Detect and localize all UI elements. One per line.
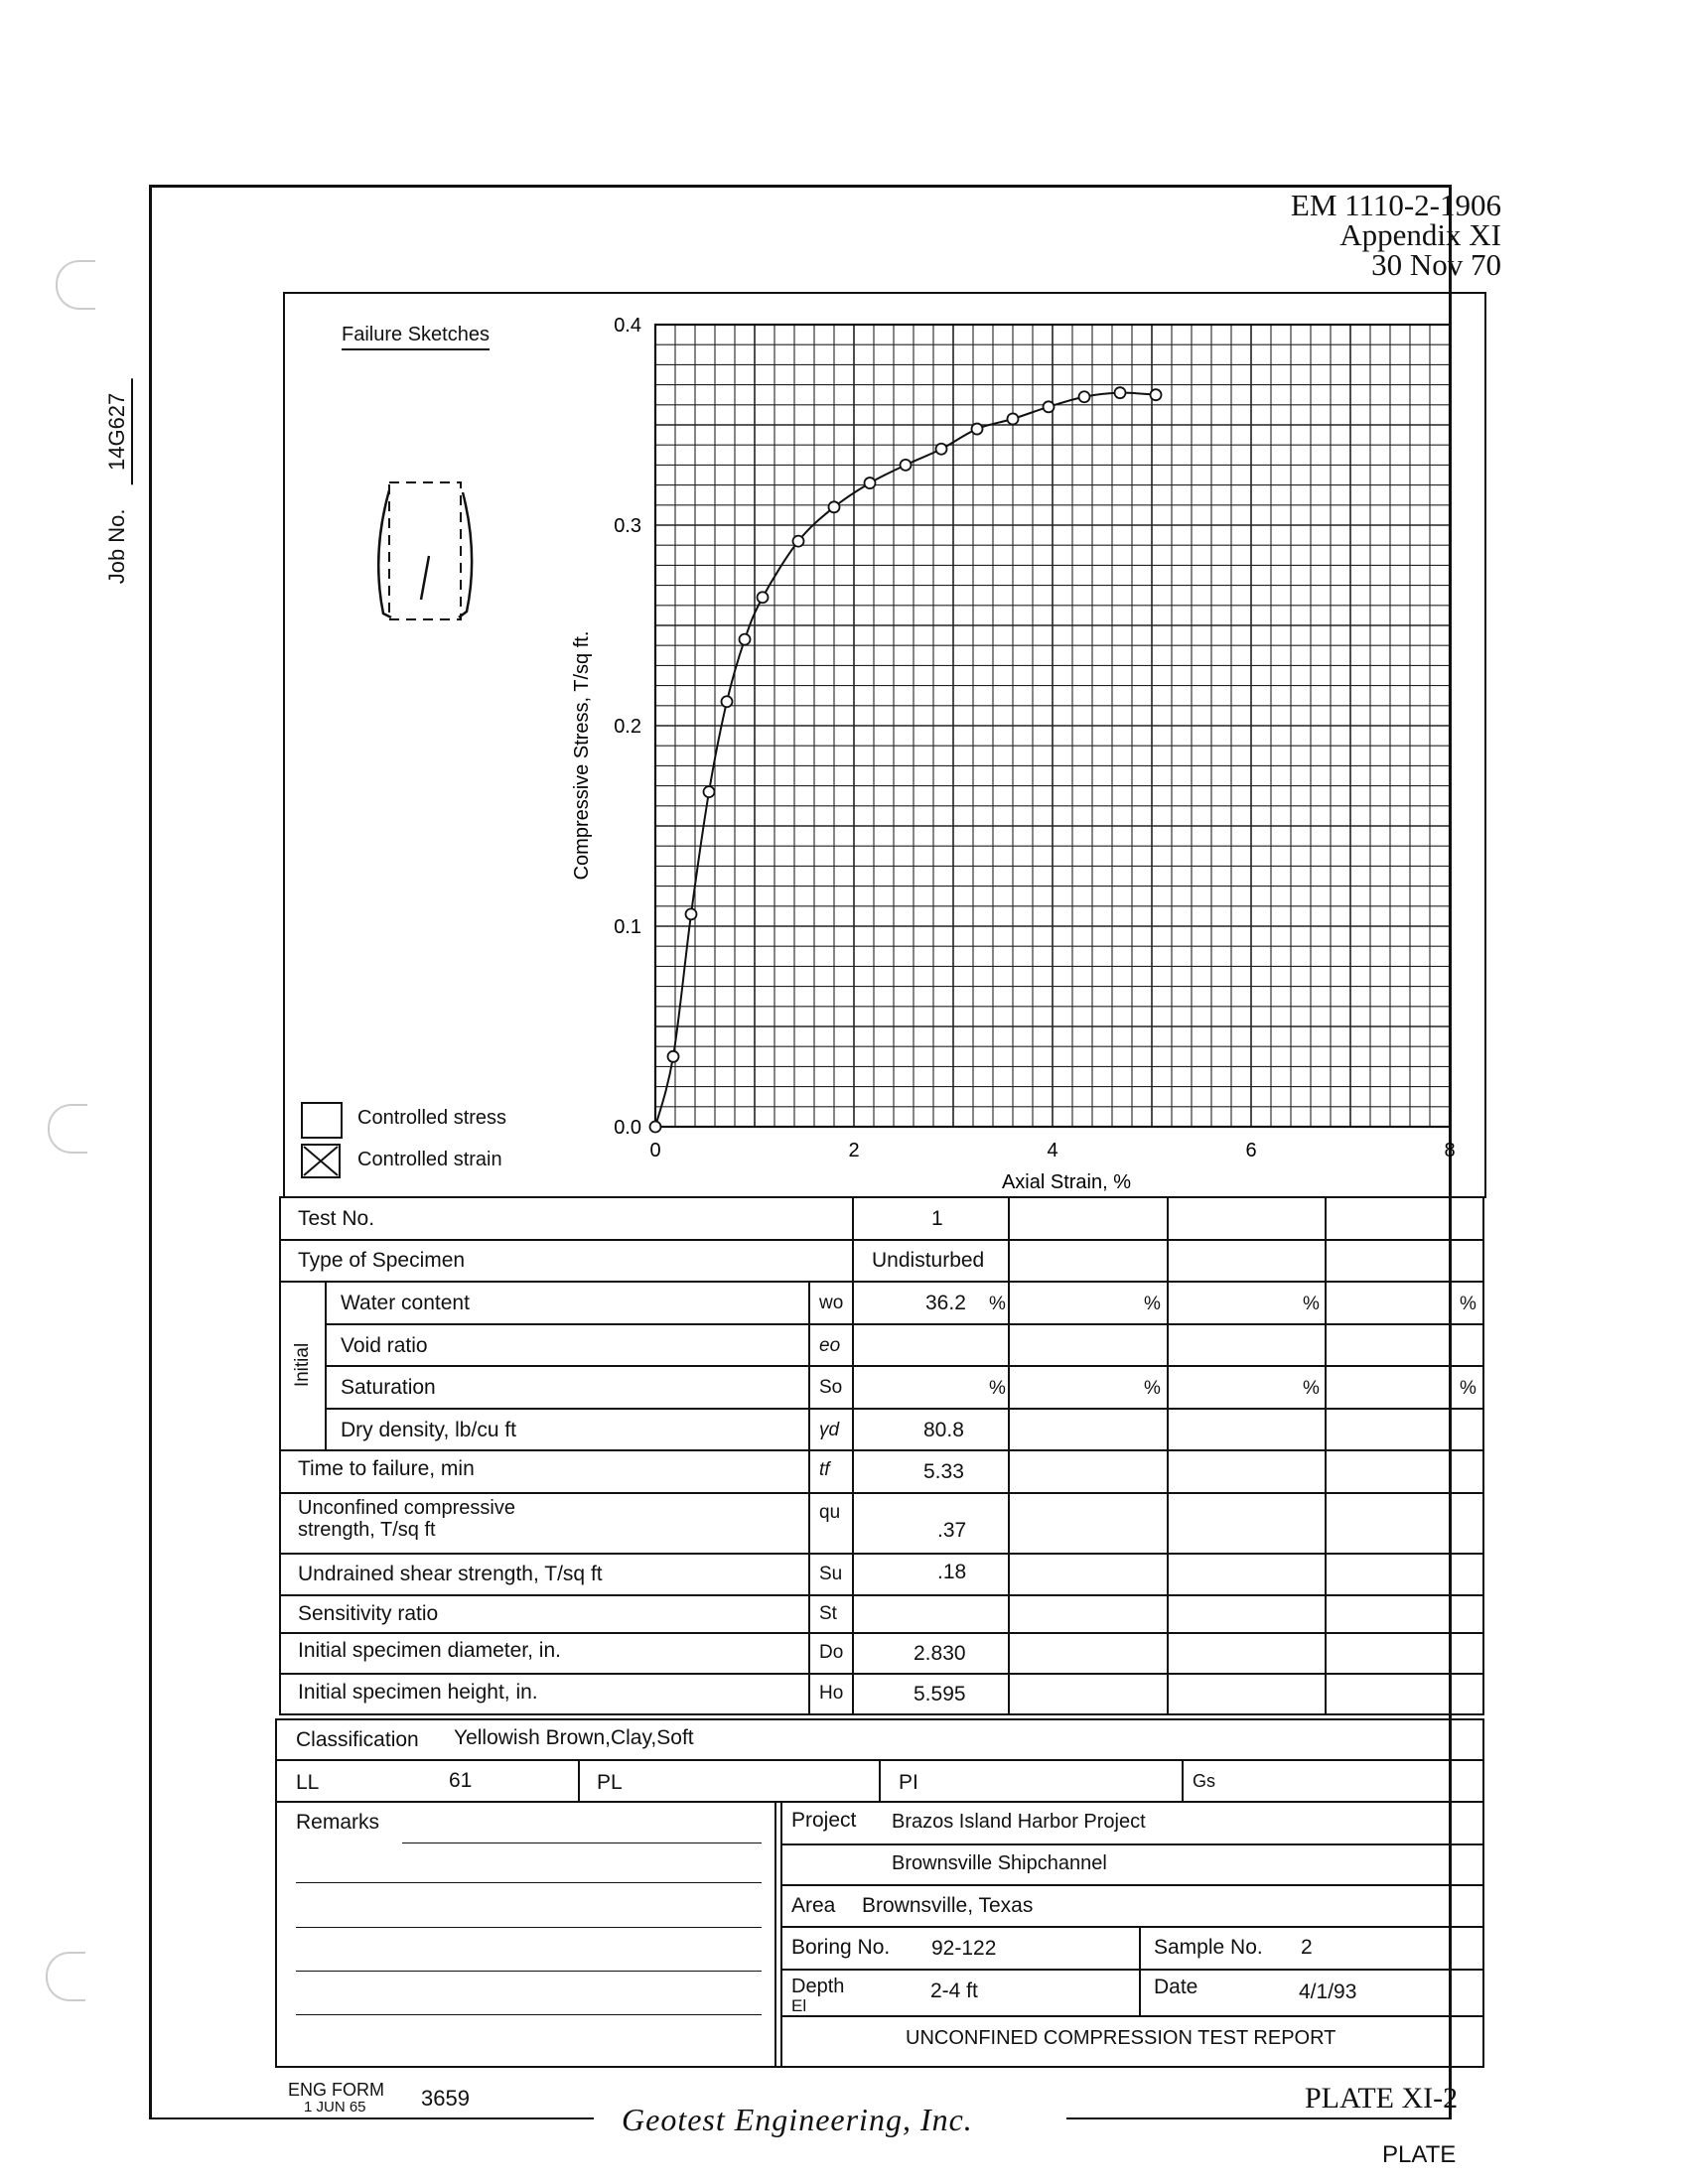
remarks-label: Remarks xyxy=(296,1811,380,1834)
area-label: Area xyxy=(791,1894,836,1917)
x-tick-label: 0 xyxy=(649,1140,661,1161)
test-no-value: 1 xyxy=(931,1207,943,1230)
diameter-label: Initial specimen diameter, in. xyxy=(298,1639,561,1662)
remarks-line-2 xyxy=(296,1882,762,1883)
pl-label: PL xyxy=(597,1771,623,1794)
y-tick-label: 0.1 xyxy=(614,916,641,938)
date-value: 4/1/93 xyxy=(1299,1980,1357,2003)
table-col-sym-left xyxy=(852,1196,854,1713)
table-right-border xyxy=(1482,1196,1484,1713)
frame-bottom-right xyxy=(1066,2117,1449,2119)
void-ratio-label: Void ratio xyxy=(341,1334,428,1357)
water-content-pct-3: % xyxy=(1303,1294,1320,1314)
project-left-2 xyxy=(780,1801,782,2066)
diameter-symbol: Do xyxy=(819,1642,844,1663)
data-point xyxy=(740,634,751,645)
project-value: Brazos Island Harbor Project xyxy=(892,1811,1146,1833)
project-line-2 xyxy=(780,1884,1482,1886)
boring-value: 92-122 xyxy=(931,1937,997,1960)
class-left xyxy=(275,1718,277,2066)
initial-group-label: Initial xyxy=(292,1342,313,1388)
undrained-shear-symbol: Su xyxy=(819,1564,843,1584)
data-point xyxy=(668,1051,679,1062)
company-name: Geotest Engineering, Inc. xyxy=(622,2102,973,2137)
table-line-6 xyxy=(279,1449,1484,1451)
table-col-2 xyxy=(1008,1196,1010,1713)
dry-density-value: 80.8 xyxy=(923,1419,964,1441)
x-tick-label: 6 xyxy=(1245,1140,1257,1161)
x-axis-label: Axial Strain, % xyxy=(1001,1171,1132,1193)
controlled-stress-checkbox xyxy=(301,1102,343,1139)
water-content-pct-1: % xyxy=(989,1294,1006,1314)
boring-label: Boring No. xyxy=(791,1936,891,1959)
sensitivity-label: Sensitivity ratio xyxy=(298,1602,439,1625)
height-label: Initial specimen height, in. xyxy=(298,1681,538,1704)
data-point xyxy=(1079,391,1090,402)
project-line-1 xyxy=(780,1843,1482,1845)
data-point xyxy=(865,478,876,488)
date-label: Date xyxy=(1154,1976,1198,1998)
em-date: 30 Nov 70 xyxy=(1371,247,1501,282)
water-content-pct-2: % xyxy=(1144,1294,1161,1314)
controlled-strain-label: Controlled strain xyxy=(357,1149,502,1170)
table-line-4 xyxy=(325,1365,1484,1367)
ucs-symbol: qu xyxy=(819,1502,841,1523)
project-left-1 xyxy=(774,1801,776,2066)
binder-hole-top xyxy=(56,260,95,310)
data-point xyxy=(686,908,697,919)
data-point xyxy=(722,696,733,707)
y-tick-label: 0.2 xyxy=(614,716,641,738)
remarks-line-4 xyxy=(296,1971,762,1972)
sample-value: 2 xyxy=(1301,1936,1313,1959)
classification-label: Classification xyxy=(296,1728,419,1751)
job-number xyxy=(104,379,130,585)
failure-sketch xyxy=(367,475,487,633)
classification-value: Yellowish Brown,Clay,Soft xyxy=(454,1726,694,1749)
binder-hole-middle xyxy=(48,1104,87,1154)
class-line-top xyxy=(275,1718,1484,1720)
table-line-3 xyxy=(325,1323,1484,1325)
undrained-shear-value: .18 xyxy=(937,1561,967,1583)
class-right xyxy=(1482,1718,1484,2066)
data-point xyxy=(1151,389,1162,400)
data-point xyxy=(972,424,983,435)
depth-label: Depth xyxy=(791,1976,845,1997)
depth-value: 2-4 ft xyxy=(930,1979,978,2002)
data-point xyxy=(1115,387,1126,398)
project-div xyxy=(1139,1926,1141,2015)
binder-hole-bottom xyxy=(46,1952,85,2001)
test-no-label: Test No. xyxy=(298,1207,375,1230)
table-col-sym xyxy=(808,1281,810,1713)
em-header xyxy=(1290,188,1501,282)
job-number-label: Job No. xyxy=(104,508,129,585)
saturation-label: Saturation xyxy=(341,1376,436,1399)
y-tick-label: 0.4 xyxy=(614,315,641,337)
plate-corner-label: PLATE xyxy=(1382,2141,1457,2168)
data-point xyxy=(829,501,840,512)
frame-bottom-left xyxy=(149,2117,594,2119)
dry-density-label: Dry density, lb/cu ft xyxy=(341,1419,517,1441)
ucs-label-line1: Unconfined compressive xyxy=(298,1497,515,1519)
data-point xyxy=(758,592,769,603)
limits-line-bottom xyxy=(275,1801,1484,1803)
y-axis-label: Compressive Stress, T/sq ft. xyxy=(571,630,593,881)
data-point xyxy=(1008,413,1019,424)
report-title: UNCONFINED COMPRESSION TEST REPORT xyxy=(906,2027,1336,2049)
ll-value: 61 xyxy=(449,1769,473,1792)
water-content-value: 36.2 xyxy=(925,1292,966,1314)
table-col-3 xyxy=(1167,1196,1169,1713)
table-col-4 xyxy=(1325,1196,1327,1713)
sensitivity-symbol: St xyxy=(819,1603,837,1624)
ucs-value: .37 xyxy=(937,1519,967,1542)
gs-label: Gs xyxy=(1193,1771,1216,1791)
pi-label: PI xyxy=(899,1771,918,1794)
height-value: 5.595 xyxy=(914,1683,966,1706)
failure-sketches-title: Failure Sketches xyxy=(342,324,490,350)
water-content-pct-4: % xyxy=(1460,1294,1477,1314)
sample-label: Sample No. xyxy=(1154,1936,1263,1959)
project-value-2: Brownsville Shipchannel xyxy=(892,1852,1107,1874)
table-line-8 xyxy=(279,1553,1484,1555)
limits-div-2 xyxy=(879,1759,881,1801)
void-ratio-symbol: eo xyxy=(819,1335,841,1356)
saturation-pct-2: % xyxy=(1144,1378,1161,1399)
saturation-pct-4: % xyxy=(1460,1378,1477,1399)
saturation-symbol: So xyxy=(819,1377,843,1398)
time-to-failure-symbol: tf xyxy=(819,1459,830,1480)
limits-div-3 xyxy=(1182,1759,1184,1801)
area-value: Brownsville, Texas xyxy=(862,1894,1034,1917)
dry-density-symbol: γd xyxy=(819,1420,840,1440)
data-point xyxy=(936,444,947,455)
x-tick-label: 2 xyxy=(848,1140,860,1161)
plate-number: PLATE XI-2 xyxy=(1305,2082,1459,2115)
em-number: EM 1110-2-1906 xyxy=(1290,188,1501,222)
table-line-5 xyxy=(325,1408,1484,1410)
data-point xyxy=(650,1122,661,1133)
data-point xyxy=(793,536,804,547)
water-content-label: Water content xyxy=(341,1292,470,1314)
limits-div-1 xyxy=(578,1759,580,1801)
table-line-0 xyxy=(279,1196,1484,1198)
project-line-3 xyxy=(780,1926,1482,1928)
x-tick-label: 4 xyxy=(1047,1140,1058,1161)
controlled-stress-label: Controlled stress xyxy=(357,1107,507,1129)
data-point xyxy=(901,460,912,471)
controlled-strain-checkbox xyxy=(301,1144,343,1179)
time-to-failure-label: Time to failure, min xyxy=(298,1457,475,1480)
type-of-specimen-label: Type of Specimen xyxy=(298,1249,466,1272)
height-symbol: Ho xyxy=(819,1683,844,1704)
project-line-5 xyxy=(780,2015,1482,2017)
water-content-symbol: wo xyxy=(819,1293,844,1313)
eng-form-number: 3659 xyxy=(421,2086,470,2111)
time-to-failure-value: 5.33 xyxy=(923,1460,964,1483)
table-line-11 xyxy=(279,1673,1484,1675)
table-line-2 xyxy=(279,1281,1484,1283)
stress-strain-curve xyxy=(655,393,1156,1127)
project-line-4 xyxy=(780,1969,1482,1971)
x-tick-label: 8 xyxy=(1444,1140,1456,1161)
appendix-label: Appendix XI xyxy=(1339,217,1501,252)
table-bottom xyxy=(275,2066,1484,2068)
ll-label: LL xyxy=(296,1771,320,1794)
y-tick-label: 0.0 xyxy=(614,1117,641,1139)
el-label: El xyxy=(791,1996,807,2015)
diameter-value: 2.830 xyxy=(914,1642,966,1665)
table-line-7 xyxy=(279,1492,1484,1494)
table-line-10 xyxy=(279,1632,1484,1634)
saturation-pct-1: % xyxy=(989,1378,1006,1399)
y-tick-label: 0.3 xyxy=(614,515,641,537)
undrained-shear-label: Undrained shear strength, T/sq ft xyxy=(298,1563,603,1585)
table-line-9 xyxy=(279,1594,1484,1596)
data-point xyxy=(1044,401,1055,412)
ucs-label-line2: strength, T/sq ft xyxy=(298,1519,436,1541)
remarks-line-5 xyxy=(296,2014,762,2015)
remarks-line-3 xyxy=(296,1927,762,1928)
saturation-pct-3: % xyxy=(1303,1378,1320,1399)
table-line-1 xyxy=(279,1239,1484,1241)
data-point xyxy=(704,786,715,797)
eng-form-label: ENG FORM xyxy=(288,2080,384,2100)
eng-form-date: 1 JUN 65 xyxy=(304,2099,366,2116)
project-label: Project xyxy=(791,1809,857,1832)
table-left-border xyxy=(279,1196,281,1713)
type-of-specimen-value: Undisturbed xyxy=(872,1249,985,1272)
stress-strain-chart xyxy=(556,298,1489,1201)
job-number-value: 14G627 xyxy=(104,379,133,484)
table-line-12 xyxy=(279,1713,1484,1715)
